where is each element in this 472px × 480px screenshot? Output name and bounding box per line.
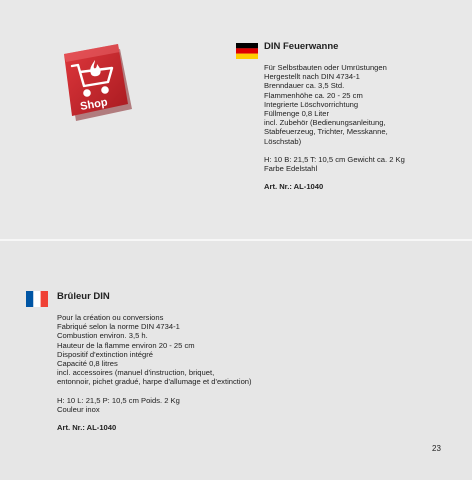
- shop-label: Shop: [79, 96, 109, 113]
- french-line: incl. accessoires (manuel d'instruction, briquet,: [57, 368, 215, 378]
- german-line: Stabfeuerzeug, Trichter, Messkanne,: [264, 127, 388, 137]
- french-product-block: [57, 291, 307, 432]
- german-article-number: Art. Nr.: AL-1040: [264, 182, 324, 192]
- french-line: Capacité 0,8 litres: [57, 359, 118, 369]
- shop-cart-icon[interactable]: [58, 42, 134, 122]
- german-line: incl. Zubehör (Bedienungsanleitung,: [264, 118, 386, 128]
- french-line: Hauteur de la flamme environ 20 - 25 cm: [57, 340, 195, 350]
- german-spec-line: H: 10 B: 21,5 T: 10,5 cm Gewicht ca. 2 Kg: [264, 154, 405, 164]
- german-line: Brenndauer ca. 3,5 Std.: [264, 81, 345, 91]
- french-line: Pour la création ou conversions: [57, 313, 164, 322]
- german-line: Hergestellt nach DIN 4734-1: [264, 72, 360, 82]
- german-line: Füllmenge 0,8 Liter: [264, 109, 330, 119]
- french-title: Brûleur DIN: [57, 291, 110, 302]
- french-spec-line: Couleur inox: [57, 404, 100, 414]
- french-flag-icon: [26, 291, 48, 307]
- french-line: Dispositif d'extinction intégré: [57, 349, 153, 359]
- french-description: [57, 313, 307, 432]
- german-line: Löschstab): [264, 136, 302, 146]
- german-product-block: [264, 41, 464, 191]
- page-number: 23: [432, 444, 441, 453]
- french-line: Combustion environ. 3,5 h.: [57, 331, 148, 341]
- french-spec-line: H: 10 L: 21,5 P: 10,5 cm Poids. 2 Kg: [57, 395, 180, 405]
- german-line: Flammenhöhe ca. 20 - 25 cm: [264, 90, 363, 100]
- german-description: [264, 63, 464, 191]
- french-article-number: Art. Nr.: AL-1040: [57, 423, 117, 433]
- german-line: Für Selbstbauten oder Umrüstungen: [264, 63, 387, 72]
- german-title: DIN Feuerwanne: [264, 41, 339, 52]
- french-line: entonnoir, pichet gradué, harpe d'allumage et d'extinction): [57, 377, 252, 387]
- german-flag-icon: [236, 43, 258, 59]
- french-line: Fabriqué selon la norme DIN 4734-1: [57, 322, 180, 332]
- german-spec-line: Farbe Edelstahl: [264, 164, 318, 174]
- german-line: Integrierte Löschvorrichtung: [264, 99, 359, 109]
